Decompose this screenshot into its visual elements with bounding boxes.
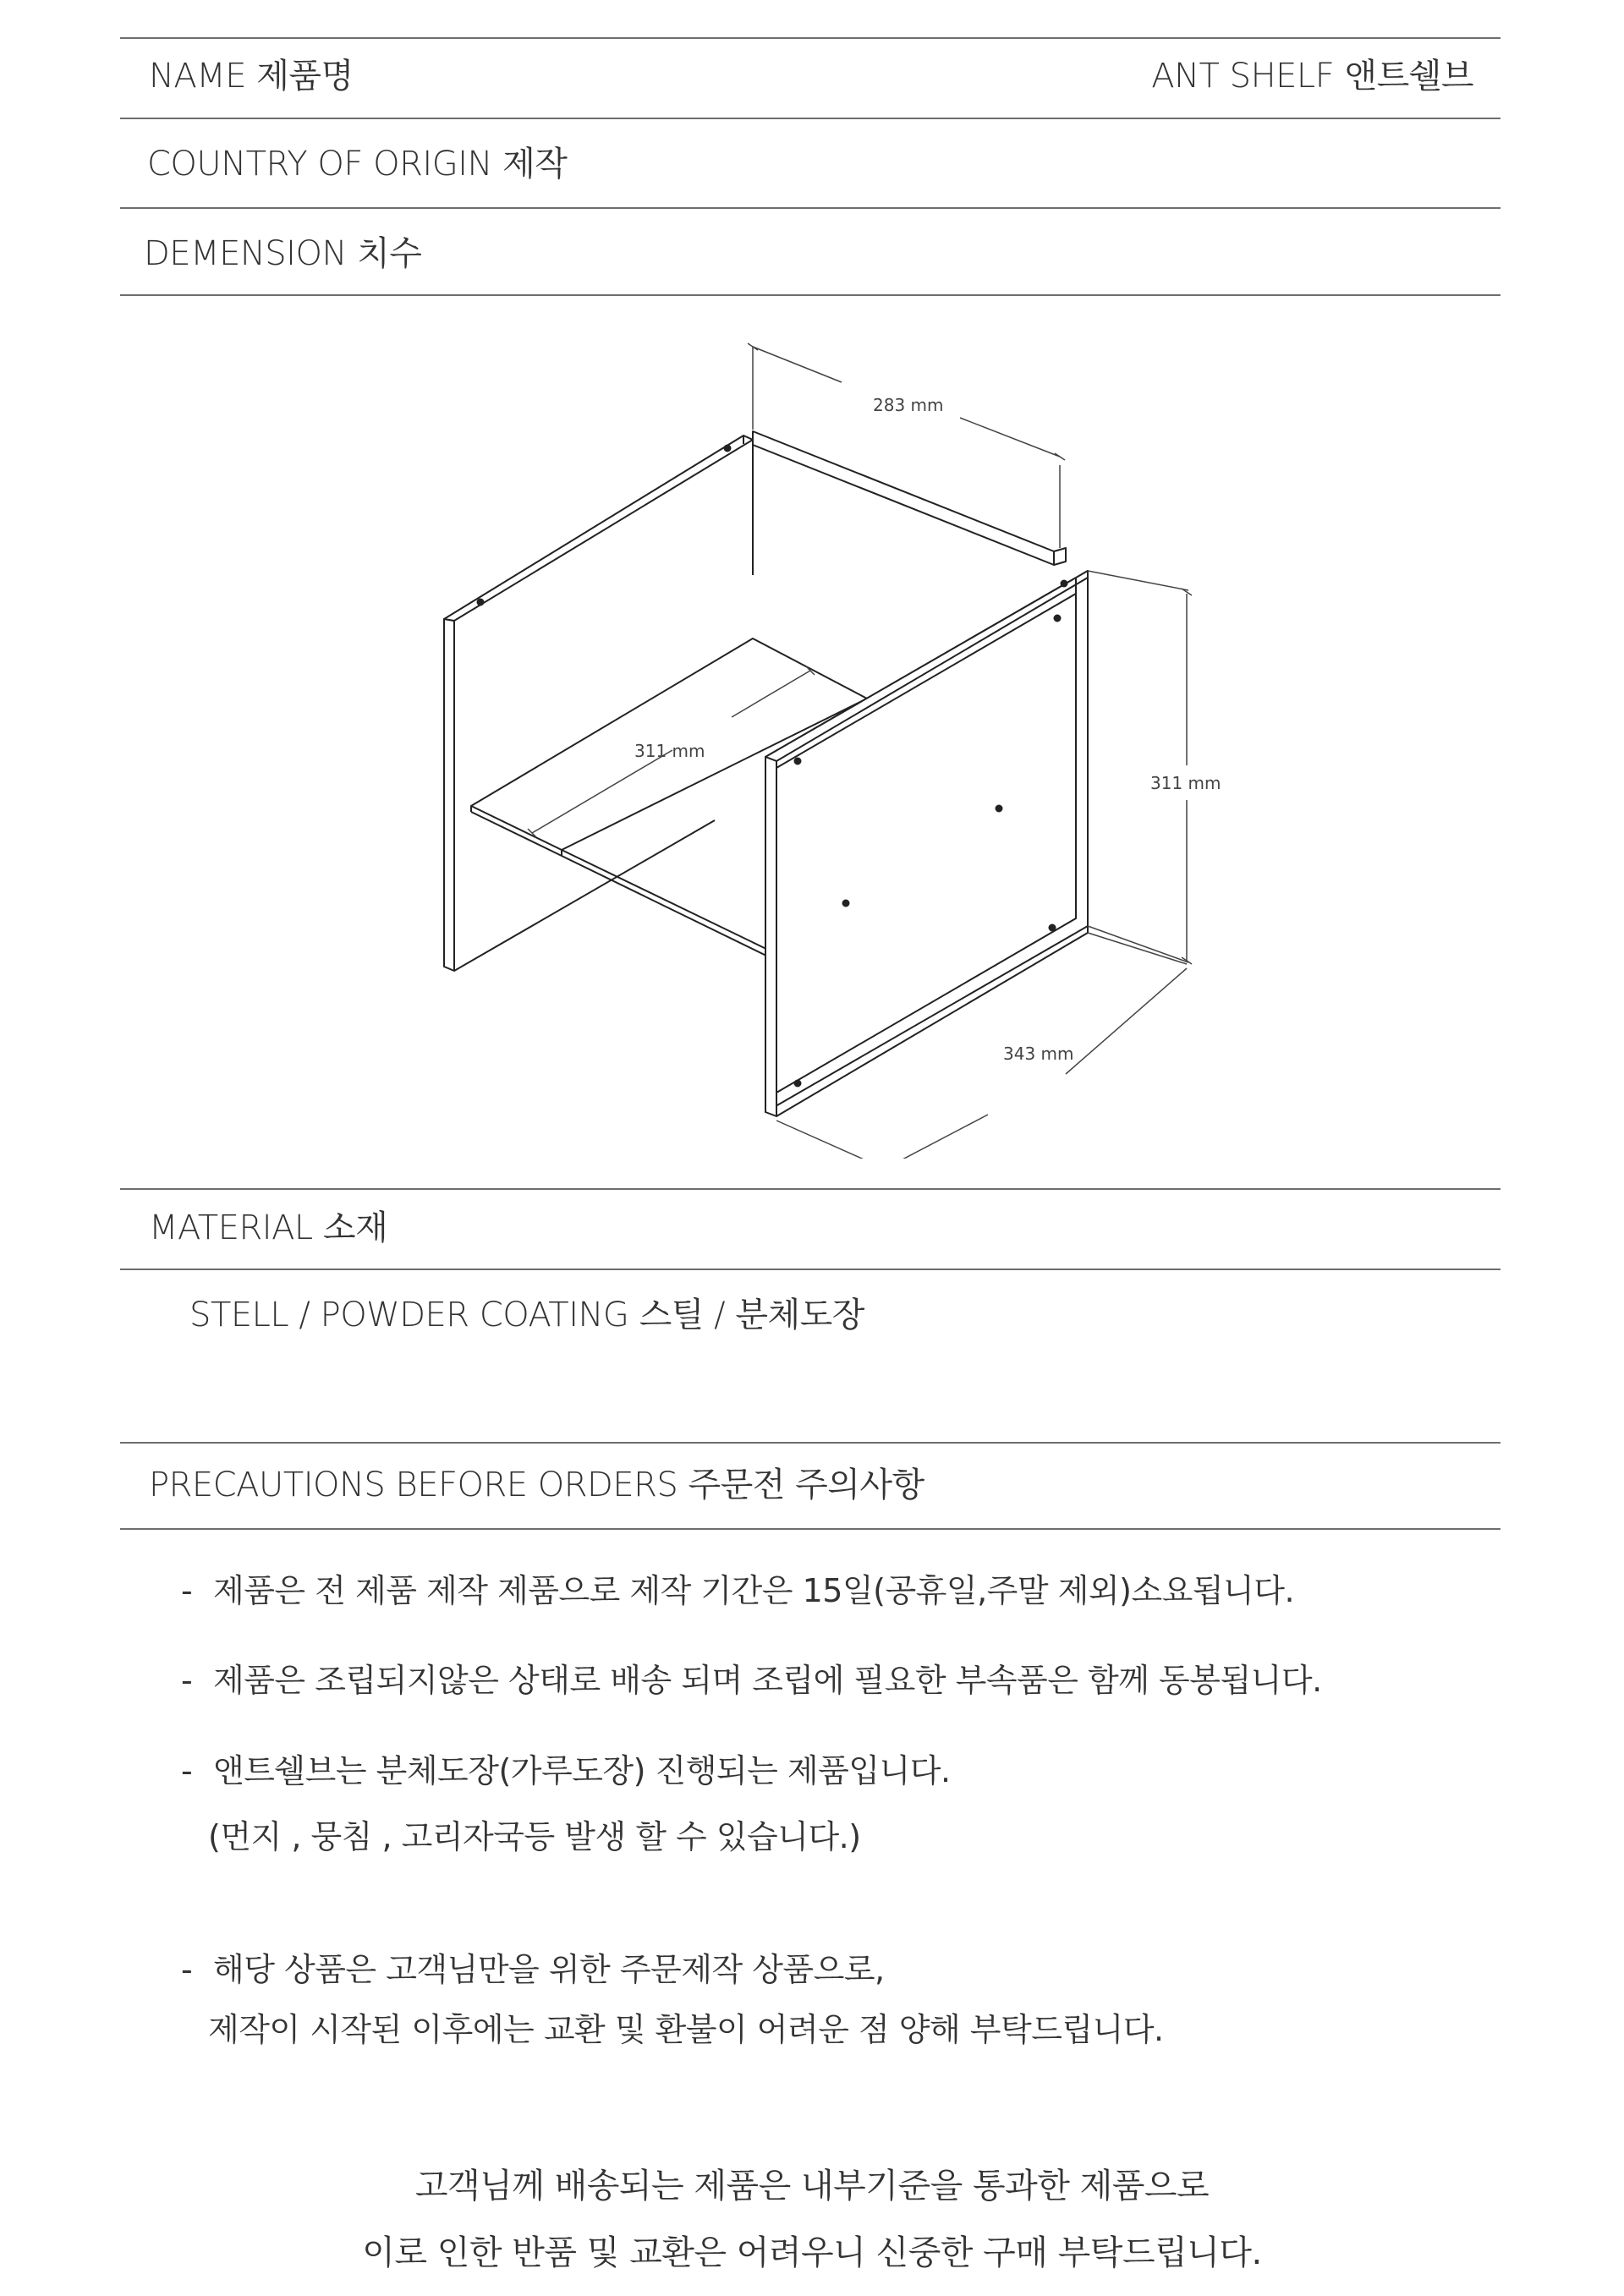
dim-depth-label: 283 mm: [873, 395, 944, 415]
dim-inner-label: 311 mm: [634, 741, 705, 761]
precaution-text-1: 제품은 전 제품 제작 제품으로 제작 기간은 15일(공휴일,주말 제외)소요됩니다.: [213, 1572, 1295, 1609]
footer-line-2: 이로 인한 반품 및 교환은 어려우니 신중한 구매 부탁드립니다.: [362, 2233, 1262, 2272]
dash: -: [181, 1572, 193, 1609]
dim-height-label: 311 mm: [1150, 773, 1221, 793]
precaution-item-3: [181, 1752, 951, 1789]
name-value: ANT SHELF 앤트쉘브: [1151, 57, 1473, 96]
rule-after-name: [120, 118, 1501, 119]
precaution-item-3-sub: (먼지 , 뭉침 , 고리자국등 발생 할 수 있습니다.): [208, 1818, 861, 1855]
dim-width-label: 343 mm: [1003, 1044, 1074, 1064]
precaution-item-1: [181, 1572, 1295, 1609]
dash: -: [181, 1662, 193, 1699]
name-label: NAME 제품명: [149, 57, 354, 96]
dash: -: [181, 1951, 193, 1988]
shelf-dimension-drawing: [423, 321, 1269, 1159]
right-side-panel: [765, 571, 1088, 1116]
rule-after-precautions: [120, 1528, 1501, 1530]
precaution-item-4: [181, 1951, 885, 1988]
rule-before-precautions: [120, 1442, 1501, 1444]
material-value: STELL / POWDER COATING 스틸 / 분체도장: [189, 1296, 864, 1334]
precaution-item-2: [181, 1662, 1322, 1699]
precautions-label: PRECAUTIONS BEFORE ORDERS 주문전 주의사항: [149, 1466, 924, 1504]
dash: -: [181, 1752, 193, 1789]
precaution-text-4: 해당 상품은 고객님만을 위한 주문제작 상품으로,: [213, 1951, 885, 1988]
precaution-text-2: 제품은 조립되지않은 상태로 배송 되며 조립에 필요한 부속품은 함께 동봉됩니다.: [213, 1662, 1322, 1699]
origin-label: COUNTRY OF ORIGIN 제작: [147, 145, 568, 184]
rule-after-material: [120, 1269, 1501, 1270]
precaution-text-3: 앤트쉘브는 분체도장(가루도장) 진행되는 제품입니다.: [213, 1752, 951, 1789]
rule-top: [120, 37, 1501, 39]
rule-after-origin: [120, 207, 1501, 209]
footer-line-1: 고객님께 배송되는 제품은 내부기준을 통과한 제품으로: [414, 2167, 1210, 2206]
material-label: MATERIAL 소재: [149, 1208, 388, 1247]
back-rail: [753, 431, 1066, 565]
precaution-item-4-sub: 제작이 시작된 이후에는 교환 및 환불이 어려운 점 양해 부탁드립니다.: [208, 2011, 1164, 2048]
dimension-label: DEMENSION 치수: [144, 234, 422, 273]
rule-after-dimension: [120, 294, 1501, 296]
rule-before-material: [120, 1188, 1501, 1190]
